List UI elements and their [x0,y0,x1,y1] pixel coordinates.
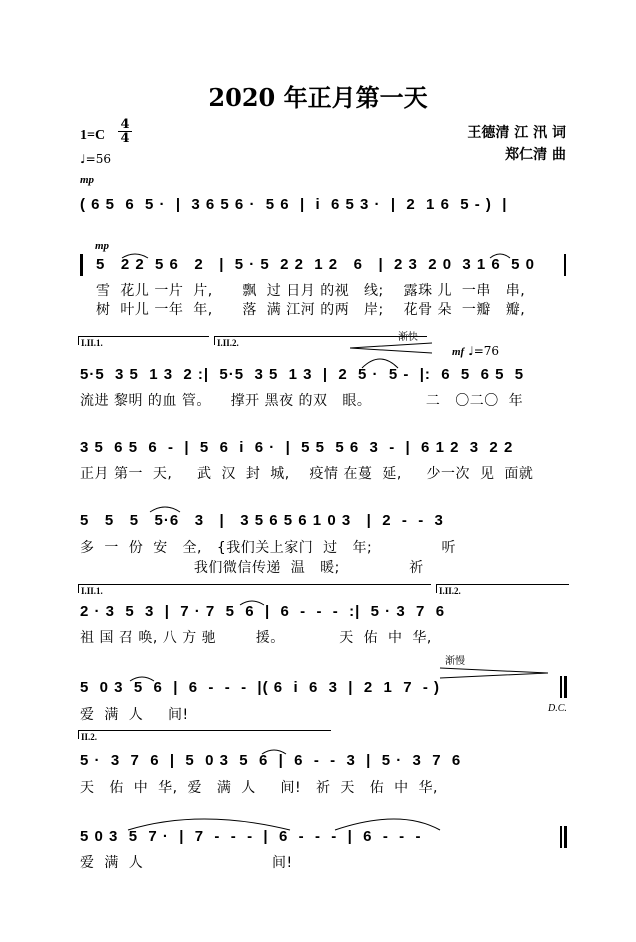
volta-3: I.II.1. [78,584,431,593]
lyric-row-3: 正月 第一 天, 武 汉 封 城, 疫情 在蔓 延, 少一次 见 面就 [80,466,534,482]
lyric-row-1a: 雪 花儿 一片 片, 飘 过 日月 的视 线; 露珠 儿 一串 串, [96,283,526,299]
ritardando-mark: 渐慢 [445,656,465,667]
slur-9 [335,819,440,830]
slur-4 [150,507,180,512]
lyric-row-8: 爱 满 人 间! [80,855,293,871]
tempo2-value: =76 [473,344,500,358]
notation-row-1: 5 2 2 5 6 2 | 5 · 5 2 2 1 2 6 | 2 3 2 0 3 1 6 5 0 [96,256,535,273]
tempo-value: =56 [85,152,111,166]
decrescendo-hairpin [440,668,548,678]
dynamic-intro: mp [80,174,95,186]
lyric-row-6: 爱 满 人 间! [80,707,189,723]
lyric-row-4a: 多 一 份 安 全, {我们关上家门 过 年; 听 [80,540,457,556]
song-title: 2020 年正月第一天 [208,83,428,112]
accelerando-mark: 渐快 [398,332,418,343]
lyric-row-1b: 树 叶儿 一年 年, 落 满 江河 的两 岸; 花骨 朵 一瓣 瓣, [96,302,526,318]
notation-row-intro: ( 6 5 6 5 · | 3 6 5 6 · 5 6 | i 6 5 3 · | 2 1 6 5 - ) | [80,196,508,213]
volta-2: I.II.2. [214,336,427,345]
notation-row-8: 5 0 3 5 7 · | 7 - - - | 6 - - - | 6 - - - [80,828,422,845]
crescendo-hairpin [350,343,432,353]
volta-5: II.2. [78,730,331,739]
time-sig-top: 4 [120,117,130,132]
slur-3 [362,359,398,368]
slur-6 [130,677,154,681]
notation-row-6: 5 0 3 5 6 | 6 - - - |( 6 i 6 3 | 2 1 7 - ) [80,679,441,696]
notation-row-4: 5 5 5 5·6 3 | 3 5 6 5 6 1 0 3 | 2 - - 3 [80,512,444,529]
notation-row-5: 2 · 3 5 3 | 7 · 7 5 6 | 6 - - - :| 5 · 3 7 6 [80,603,446,620]
slur-7 [262,750,286,754]
slur-1 [122,254,148,258]
da-capo-mark: D.C. [548,703,567,714]
slur-5 [240,601,264,605]
composer-credit: 郑仁清 曲 [505,147,566,163]
dynamic-verse: mp [95,240,110,252]
lyricist-credit: 王德清 江 汛 词 [467,125,566,141]
volta-4: I.II.2. [436,584,569,593]
notation-row-3: 3 5 6 5 6 - | 5 6 i 6 · | 5 5 5 6 3 - | 6 1 2 3 2 2 [80,439,514,456]
quarter-note-icon: ♩ [80,152,86,166]
dynamic-chorus: mf [452,346,465,358]
volta-1: I.II.1. [78,336,209,345]
lyric-row-7: 天 佑 中 华, 爱 满 人 间! 祈 天 佑 中 华, [80,780,438,796]
key-signature: 1=C [80,128,106,143]
lyric-row-2: 流进 黎明 的血 管。 撑开 黑夜 的双 眼。 二 〇二〇 年 [80,393,524,409]
lyric-row-4b: 我们微信传递 温 暖; 祈 [80,560,424,576]
notation-row-7: 5 · 3 7 6 | 5 0 3 5 6 | 6 - - 3 | 5 · 3 7 6 [80,752,462,769]
notation-row-2: 5·5 3 5 1 3 2 :| 5·5 3 5 1 3 | 2 5 · 5 - |: 6 5 6 5 5 [80,366,525,383]
lyric-row-5: 祖 国 召 唤, 八 方 驰 援。 天 佑 中 华, [80,630,432,646]
slur-2 [490,254,510,258]
quarter-note-icon-2: ♩ [468,344,474,358]
time-sig-bottom: 4 [118,131,132,145]
slur-8 [128,819,290,830]
